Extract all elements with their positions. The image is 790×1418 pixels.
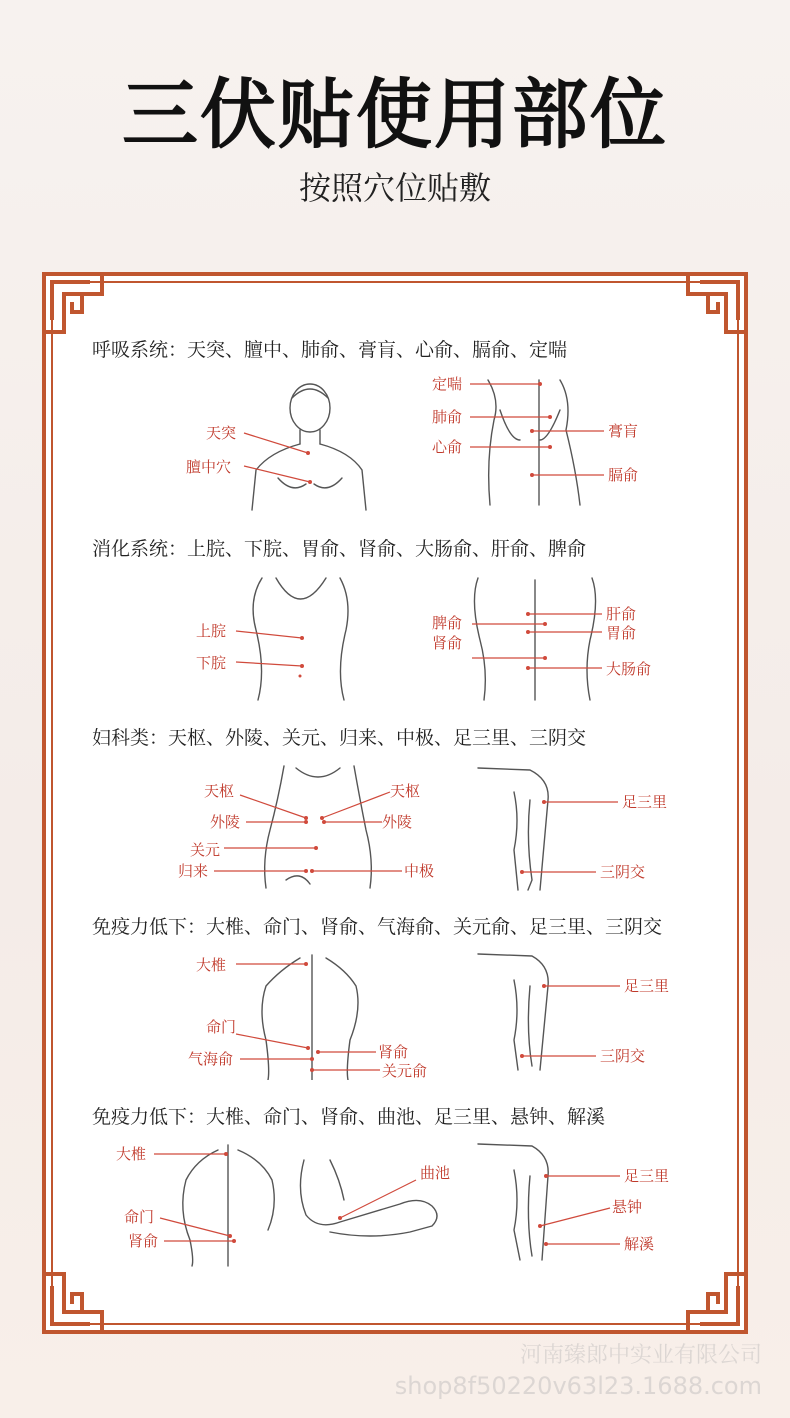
label-dazhui-1: 大椎 bbox=[196, 956, 227, 974]
label-zusanli-1: 足三里 bbox=[622, 793, 668, 811]
label-dachangshu: 大肠俞 bbox=[606, 660, 652, 678]
label-xinshu: 心俞 bbox=[432, 438, 463, 456]
label-shenshu-3: 肾俞 bbox=[128, 1232, 159, 1250]
label-guanyuan: 关元 bbox=[190, 841, 221, 859]
label-xuanzhong: 悬钟 bbox=[612, 1198, 643, 1216]
label-xiawan: 下脘 bbox=[196, 654, 227, 672]
label-ganshu: 肝俞 bbox=[606, 605, 637, 623]
label-sanyinjiao-2: 三阴交 bbox=[600, 1047, 646, 1065]
label-pishu: 脾俞 bbox=[432, 614, 463, 632]
label-mingmen-1: 命门 bbox=[206, 1018, 237, 1036]
label-zhongji: 中极 bbox=[404, 862, 435, 880]
label-shangwan: 上脘 bbox=[196, 622, 227, 640]
watermark-shop: shop8f50220v63l23.1688.com bbox=[394, 1372, 762, 1400]
label-tianshu-right: 天枢 bbox=[390, 782, 421, 800]
label-sanyinjiao-1: 三阴交 bbox=[600, 863, 646, 881]
label-geshu: 膈俞 bbox=[608, 466, 639, 484]
label-feishu: 肺俞 bbox=[432, 408, 463, 426]
label-danzhong: 膻中穴 bbox=[186, 458, 232, 476]
label-quchi: 曲池 bbox=[420, 1164, 451, 1182]
label-dazhui-2: 大椎 bbox=[116, 1145, 147, 1163]
section-heading-immunity-1: 免疫力低下：大椎、命门、肾俞、气海俞、关元俞、足三里、三阴交 bbox=[92, 916, 663, 938]
label-qihaishu: 气海俞 bbox=[188, 1050, 234, 1068]
label-tianshu-left: 天枢 bbox=[204, 782, 235, 800]
section-heading-digestive: 消化系统：上脘、下脘、胃俞、肾俞、大肠俞、肝俞、脾俞 bbox=[92, 538, 587, 560]
label-tiantu: 天突 bbox=[206, 424, 237, 442]
label-weishu: 胃俞 bbox=[606, 624, 637, 642]
label-wailing-left: 外陵 bbox=[210, 813, 241, 831]
watermark-company: 河南臻郎中实业有限公司 bbox=[519, 1343, 762, 1368]
label-dingchuan: 定喘 bbox=[432, 375, 463, 393]
label-shenshu-1: 肾俞 bbox=[432, 634, 463, 652]
label-guilai: 归来 bbox=[178, 862, 209, 880]
label-gaohuang: 膏肓 bbox=[608, 422, 639, 440]
page-subtitle: 按照穴位贴敷 bbox=[298, 169, 491, 207]
label-wailing-right: 外陵 bbox=[382, 813, 413, 831]
label-zusanli-3: 足三里 bbox=[624, 1167, 670, 1185]
label-guanyuanshu: 关元俞 bbox=[382, 1062, 428, 1080]
section-heading-respiratory: 呼吸系统：天突、膻中、肺俞、膏肓、心俞、膈俞、定喘 bbox=[92, 339, 568, 361]
label-jiexi: 解溪 bbox=[624, 1235, 655, 1253]
section-heading-gynecology: 妇科类：天枢、外陵、关元、归来、中极、足三里、三阴交 bbox=[92, 727, 587, 749]
section-heading-immunity-2: 免疫力低下：大椎、命门、肾俞、曲池、足三里、悬钟、解溪 bbox=[92, 1106, 606, 1128]
label-shenshu-2: 肾俞 bbox=[378, 1043, 409, 1061]
label-mingmen-2: 命门 bbox=[124, 1208, 155, 1226]
label-zusanli-2: 足三里 bbox=[624, 977, 670, 995]
page-title: 三伏贴使用部位 bbox=[122, 70, 668, 159]
